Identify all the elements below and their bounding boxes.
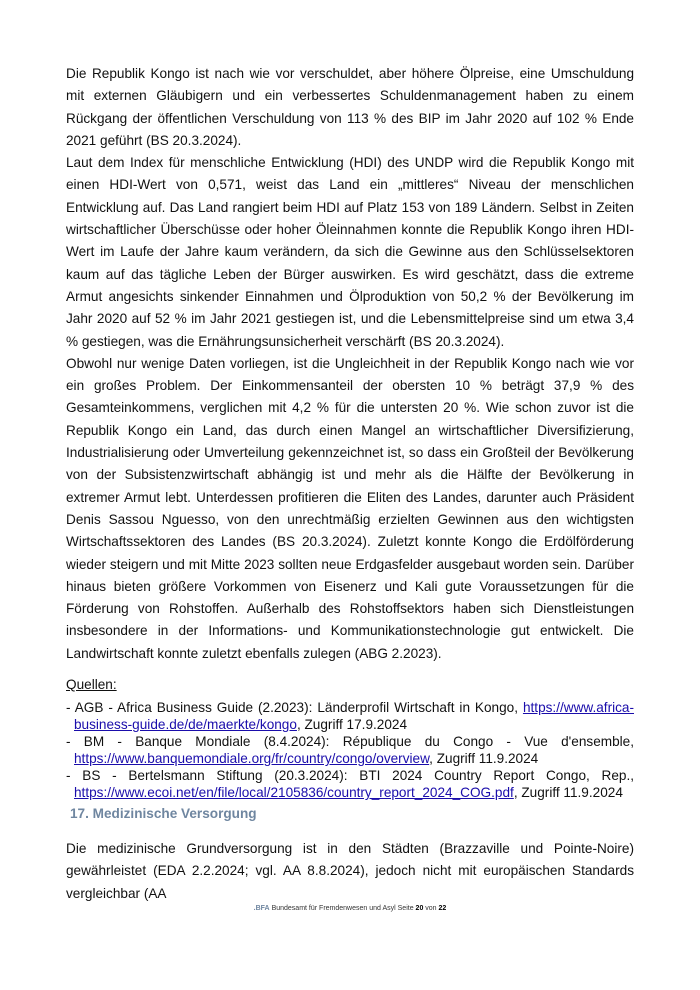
source-link[interactable]: https://www.banquemondiale.org/fr/country/congo/overview	[74, 751, 430, 766]
footer-org: Bundesamt für Fremdenwesen und Asyl Seite	[269, 905, 416, 912]
source-item	[66, 699, 634, 733]
footer-of: von	[423, 905, 439, 912]
paragraph-inequality: Obwohl nur wenige Daten vorliegen, ist die Ungleichheit in der Republik Kongo nach wie vor ein großes Problem. Der Einkommensanteil der obersten 10 % beträgt 37,9 % des Gesamteinkommens, verglichen mit 4,2 % für die untersten 20 %. Wie schon zuvor ist die Republik Kongo ein Land, das durch einen Mangel an wirtschaftlicher Diversifizierung, Industrialisierung oder Umverteilung gekennzeichnet ist, so dass ein Großteil der Bevölkerung von der Subsistenzwirtschaft abhängig ist und mehr als die Hälfte der Bevölkerung in extremer Armut lebt. Unterdessen profitieren die Eliten des Landes, darunter auch Präsident Denis Sassou Nguesso, von den unrechtmäßig erzielten Gewinnen aus den wichtigsten Wirtschaftssektoren des Landes (BS 20.3.2024). Zuletzt konnte Kongo die Erdölförderung wieder steigern und mit Mitte 2023 sollten neue Erdgasfelder ausgebaut worden sein. Darüber hinaus bieten größere Vorkommen von Eisenerz und Kali gute Voraussetzungen für die Förderung von Rohstoffen. Außerhalb des Rohstoffsektors haben sich Dienstleistungen insbesondere in der Informations- und Kommunikationstechnologie gut entwickelt. Die Landwirtschaft konnte zuletzt ebenfalls zulegen (ABG 2.2023).	[66, 355, 634, 661]
source-item	[66, 733, 634, 767]
page-number: 20	[415, 905, 424, 912]
sources-title: Quellen:	[66, 677, 117, 692]
source-link[interactable]: https://www.ecoi.net/en/file/local/2105836/country_report_2024_COG.pdf	[74, 785, 514, 800]
bfa-logo: .BFA	[253, 905, 270, 912]
source-text: - AGB - Africa Business Guide (2.2023): Länderprofil Wirtschaft in Kongo,	[66, 700, 523, 715]
source-access: , Zugriff 11.9.2024	[429, 751, 539, 766]
source-access: , Zugriff 11.9.2024	[513, 785, 623, 800]
page-total: 22	[438, 905, 447, 912]
source-text: - BM - Banque Mondiale (8.4.2024): République du Congo - Vue d'ensemble,	[66, 734, 634, 749]
paragraph-debt: Die Republik Kongo ist nach wie vor verschuldet, aber höhere Ölpreise, eine Umschuldung mit externen Gläubigern und ein verbessertes Schuldenmanagement haben zu einem Rückgang der öffentlichen Verschuldung von 113 % des BIP im Jahr 2020 auf 102 % Ende 2021 geführt (BS 20.3.2024).	[66, 66, 634, 148]
section-heading: 17. Medizinische Versorgung	[70, 806, 257, 821]
page-footer	[0, 905, 700, 912]
source-link[interactable]: https://www.africa-business-guide.de/de/maerkte/kongo	[74, 700, 634, 732]
source-text: - BS - Bertelsmann Stiftung (20.3.2024): BTI 2024 Country Report Congo, Rep.,	[66, 768, 634, 783]
source-access: , Zugriff 17.9.2024	[296, 717, 408, 732]
sources-section	[66, 676, 634, 801]
body-text	[66, 63, 634, 665]
sources-list	[66, 699, 634, 801]
source-item	[66, 767, 634, 801]
paragraph-medical: Die medizinische Grundversorgung ist in den Städten (Brazzaville und Pointe-Noire) gewährleistet (EDA 2.2.2024; vgl. AA 8.8.2024), jedoch nicht mit europäischen Standards vergleichbar (AA	[66, 841, 634, 901]
paragraph-hdi: Laut dem Index für menschliche Entwicklung (HDI) des UNDP wird die Republik Kongo mit einen HDI-Wert von 0,571, weist das Land ein „mittleres“ Niveau der menschlichen Entwicklung auf. Das Land rangiert beim HDI auf Platz 153 von 189 Ländern. Selbst in Zeiten wirtschaftlicher Überschüsse oder hoher Öleinnahmen konnte die Republik Kongo ihren HDI-Wert im Laufe der Jahre kaum verändern, da sich die Gewinne aus den Schlüsselsektoren kaum auf das tägliche Leben der Bürger auswirken. Es wird geschätzt, dass die extreme Armut angesichts sinkender Einnahmen und Ölproduktion von 50,2 % der Bevölkerung im Jahr 2020 auf 52 % im Jahr 2021 gestiegen ist, und die Lebensmittelpreise sind um etwa 3,4 % gestiegen, was die Ernährungsunsicherheit verschärft (BS 20.3.2024).	[66, 155, 634, 349]
